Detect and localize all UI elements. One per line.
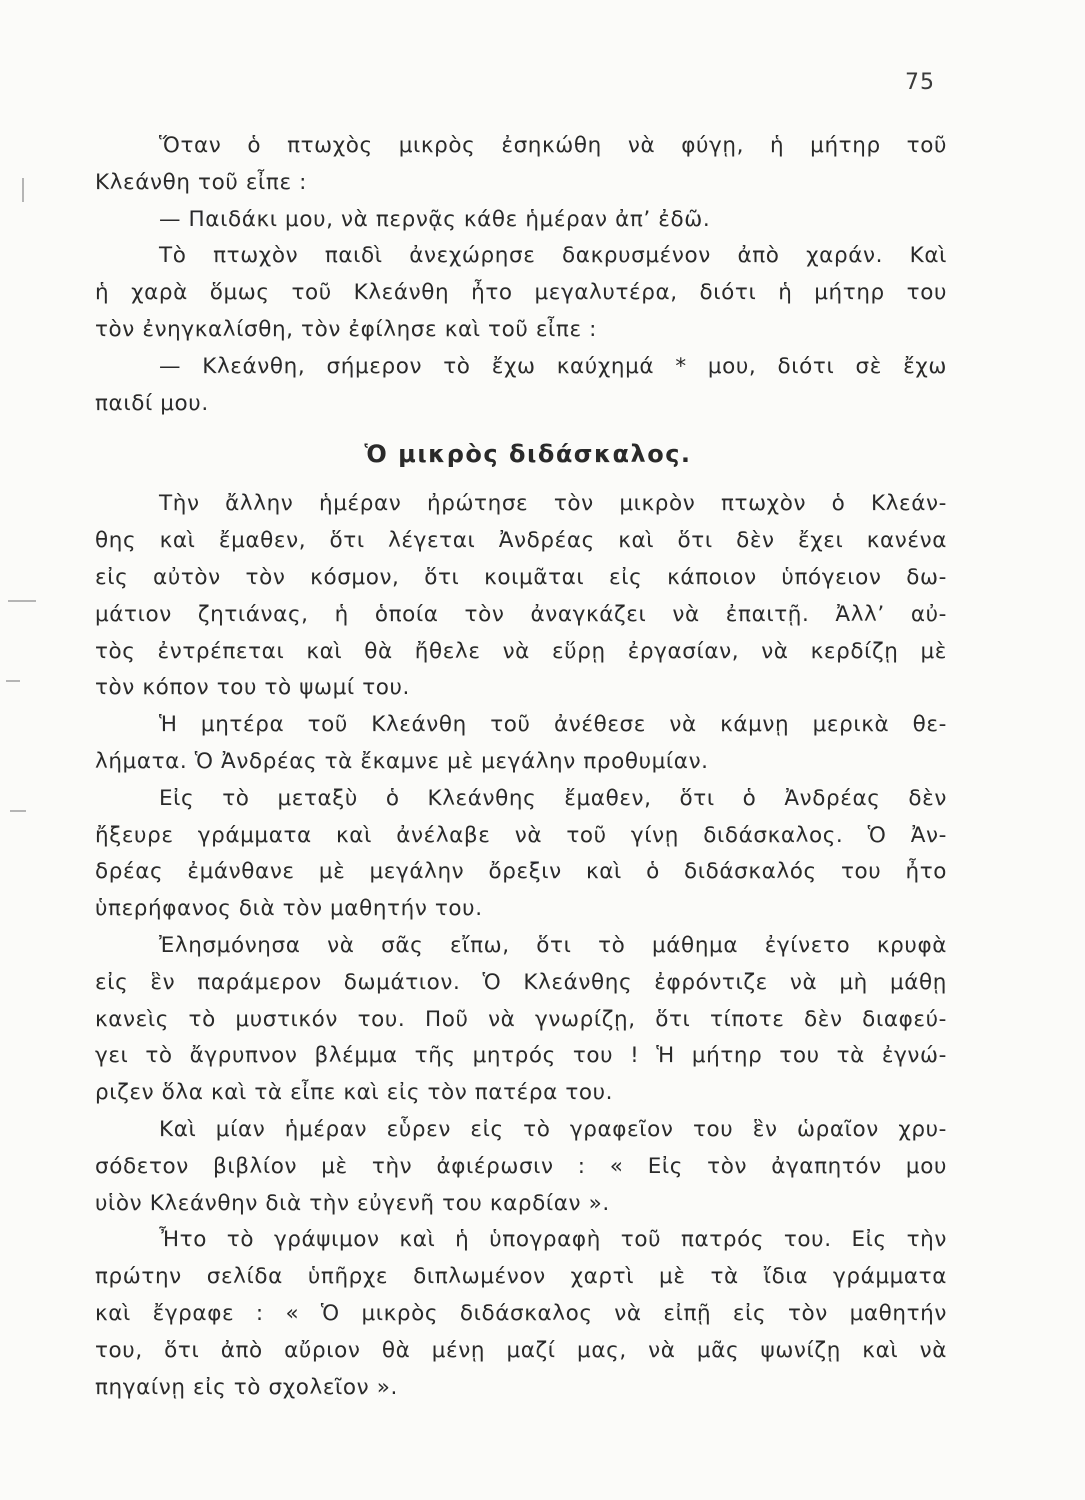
text-line: ὑπερήφανος διὰ τὸν μαθητήν του. xyxy=(95,896,483,922)
paragraph xyxy=(95,486,947,707)
text-line: — Παιδάκι μου, νὰ περνᾷς κάθε ἡμέραν ἀπ’ ἐδῶ. xyxy=(159,206,711,232)
text-line: εἰς αὐτὸν τὸν κόσμον, ὅτι κοιμᾶται εἰς κάποιον ὑπόγειον δω- xyxy=(95,564,947,590)
margin-mark xyxy=(6,680,20,682)
paragraph xyxy=(95,781,947,928)
text-line: πρώτην σελίδα ὑπῆρχε διπλωμένον χαρτὶ μὲ τὰ ἴδια γράμματα xyxy=(95,1264,947,1290)
margin-mark xyxy=(8,600,36,602)
text-line: ἡ χαρὰ ὅμως τοῦ Κλεάνθη ἦτο μεγαλυτέρα, διότι ἡ μήτηρ του xyxy=(95,280,947,306)
body-text xyxy=(95,128,947,1406)
text-line: Ὅταν ὁ πτωχὸς μικρὸς ἐσηκώθη νὰ φύγῃ, ἡ μήτηρ τοῦ xyxy=(159,133,947,158)
text-line: παιδί μου. xyxy=(95,390,209,416)
text-line: Τὸ πτωχὸν παιδὶ ἀνεχώρησε δακρυσμένον ἀπὸ χαράν. Καὶ xyxy=(159,243,947,269)
text-line: ἤξευρε γράμματα καὶ ἀνέλαβε νὰ τοῦ γίνῃ διδάσκαλος. Ὁ Ἀν- xyxy=(95,822,947,848)
text-line: τὸν ἐνηγκαλίσθη, τὸν ἐφίλησε καὶ τοῦ εἶπε : xyxy=(95,316,597,342)
text-line: — Κλεάνθη, σήμερον τὸ ἔχω καύχημά * μου, διότι σὲ ἔχω xyxy=(159,353,947,379)
paragraph xyxy=(95,1222,947,1406)
text-line: Καὶ μίαν ἡμέραν εὗρεν εἰς τὸ γραφεῖον του ἓν ὡραῖον χρυ- xyxy=(159,1116,947,1142)
margin-mark xyxy=(22,178,24,202)
text-line: του, ὅτι ἀπὸ αὔριον θὰ μένῃ μαζί μας, νὰ μᾶς ψωνίζῃ καὶ νὰ xyxy=(95,1337,947,1363)
page-number: 75 xyxy=(905,70,935,95)
text-line: Τὴν ἄλλην ἡμέραν ἠρώτησε τὸν μικρὸν πτωχὸν ὁ Κλεάν- xyxy=(159,491,947,517)
text-line: δρέας ἐμάνθανε μὲ μεγάλην ὄρεξιν καὶ ὁ διδάσκαλός του ἦτο xyxy=(95,859,947,885)
text-line: υἱὸν Κλεάνθην διὰ τὴν εὐγενῆ του καρδίαν ». xyxy=(95,1190,610,1216)
text-line: Ἡ μητέρα τοῦ Κλεάνθη τοῦ ἀνέθεσε νὰ κάμνῃ μερικὰ θε- xyxy=(159,712,947,738)
section-heading: Ὁ μικρὸς διδάσκαλος. xyxy=(364,440,692,469)
text-line: ριζεν ὅλα καὶ τὰ εἶπε καὶ εἰς τὸν πατέρα του. xyxy=(95,1080,614,1106)
text-line: Ἦτο τὸ γράψιμον καὶ ἡ ὑπογραφὴ τοῦ πατρός του. Εἰς τὴν xyxy=(159,1227,947,1253)
text-line: τὸς ἐντρέπεται καὶ θὰ ἤθελε νὰ εὕρῃ ἐργασίαν, νὰ κερδίζῃ μὲ xyxy=(95,638,947,664)
text-line: μάτιον ζητιάνας, ἡ ὁποία τὸν ἀναγκάζει νὰ ἐπαιτῇ. Ἀλλ’ αὐ- xyxy=(95,601,947,627)
margin-mark xyxy=(10,810,26,812)
text-line: γει τὸ ἄγρυπνον βλέμμα τῆς μητρός του ! Ἡ μήτηρ του τὰ ἐγνώ- xyxy=(95,1043,947,1069)
paragraph xyxy=(95,1112,947,1222)
text-line: Ἐλησμόνησα νὰ σᾶς εἴπω, ὅτι τὸ μάθημα ἐγίνετο κρυφὰ xyxy=(159,932,947,958)
text-line: λήματα. Ὁ Ἀνδρέας τὰ ἔκαμνε μὲ μεγάλην προθυμίαν. xyxy=(95,748,709,774)
text-line: τὸν κόπον του τὸ ψωμί του. xyxy=(95,675,410,701)
paragraph xyxy=(95,238,947,348)
paragraph xyxy=(95,202,947,239)
paragraph xyxy=(95,128,947,202)
text-line: Κλεάνθη τοῦ εἶπε : xyxy=(95,169,307,195)
text-line: σόδετον βιβλίον μὲ τὴν ἀφιέρωσιν : « Εἰς τὸν ἀγαπητόν μου xyxy=(95,1153,947,1179)
text-line: θης καὶ ἔμαθεν, ὅτι λέγεται Ἀνδρέας καὶ ὅτι δὲν ἔχει κανένα xyxy=(95,528,947,554)
text-line: πηγαίνῃ εἰς τὸ σχολεῖον ». xyxy=(95,1374,398,1400)
text-line: καὶ ἔγραφε : « Ὁ μικρὸς διδάσκαλος νὰ εἰπῇ εἰς τὸν μαθητήν xyxy=(95,1300,947,1326)
paragraph xyxy=(95,349,947,423)
text-line: εἰς ἓν παράμερον δωμάτιον. Ὁ Κλεάνθης ἐφρόντιζε νὰ μὴ μάθῃ xyxy=(95,969,947,995)
paragraph xyxy=(95,707,947,781)
paragraph xyxy=(95,928,947,1112)
text-line: Εἰς τὸ μεταξὺ ὁ Κλεάνθης ἔμαθεν, ὅτι ὁ Ἀνδρέας δὲν xyxy=(159,785,947,811)
text-line: κανεὶς τὸ μυστικόν του. Ποῦ νὰ γνωρίζῃ, ὅτι τίποτε δὲν διαφεύ- xyxy=(95,1006,947,1032)
